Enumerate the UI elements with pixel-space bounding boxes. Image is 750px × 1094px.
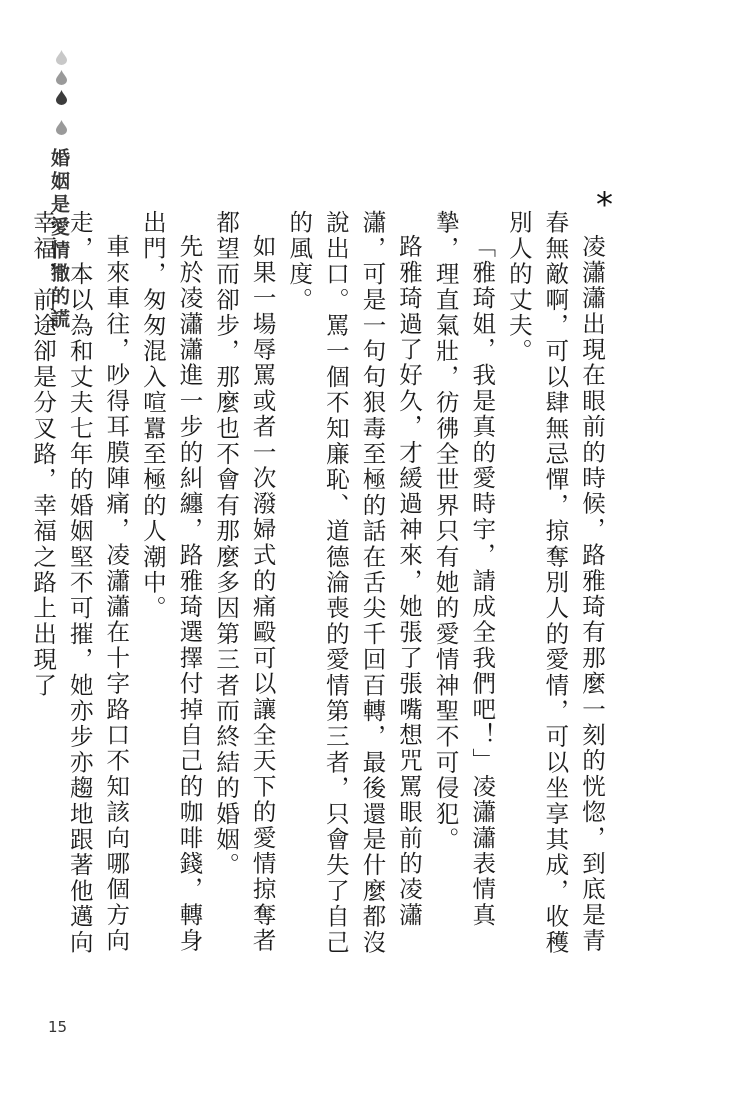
paragraph: 如果一場辱罵或者一次潑婦式的痛毆可以讓全天下的愛情掠奪者都望而卻步，那麼也不會有那麼多因第三者而終結的婚姻。 xyxy=(212,210,277,954)
paragraph: 車來車往，吵得耳膜陣痛，凌瀟瀟在十字路口不知該向哪個方向走，本以為和丈夫七年的婚姻堅不可摧，她亦步亦趨地跟著他邁向幸福，前途卻是分叉路，幸福之路上出現了 xyxy=(29,210,131,956)
page-number: 15 xyxy=(48,1018,68,1036)
drop-icon xyxy=(56,90,67,105)
section-mark: * xyxy=(596,185,613,225)
drop-icon xyxy=(56,70,67,85)
drop-icon xyxy=(56,50,67,65)
paragraph: 「雅琦姐，我是真的愛時宇，請成全我們吧！」凌瀟瀟表情真摯，理直氣壯，彷彿全世界只有她的愛情神聖不可侵犯。 xyxy=(431,210,497,928)
running-title: 婚姻是愛情撒的謊 xyxy=(48,148,70,332)
paragraph: 先於凌瀟瀟進一步的糾纏，路雅琦選擇付掉自己的咖啡錢，轉身出門，匆匆混入喧囂至極的人潮中。 xyxy=(138,210,204,954)
paragraph: 路雅琦過了好久，才緩過神來，她張了張嘴想咒罵眼前的凌瀟瀟，可是一句句狠毒至極的話在舌尖千回百轉，最後還是什麼都沒說出口。罵一個不知廉恥、道德淪喪的愛情第三者，只會失了自己的風度。 xyxy=(285,210,424,956)
drop-icon xyxy=(56,120,67,135)
paragraph: 凌瀟瀟出現在眼前的時候，路雅琦有那麼一刻的恍惚，到底是青春無敵啊，可以肆無忌憚，掠奪別人的愛情，可以坐享其成，收穫別人的丈夫。 xyxy=(504,210,606,956)
